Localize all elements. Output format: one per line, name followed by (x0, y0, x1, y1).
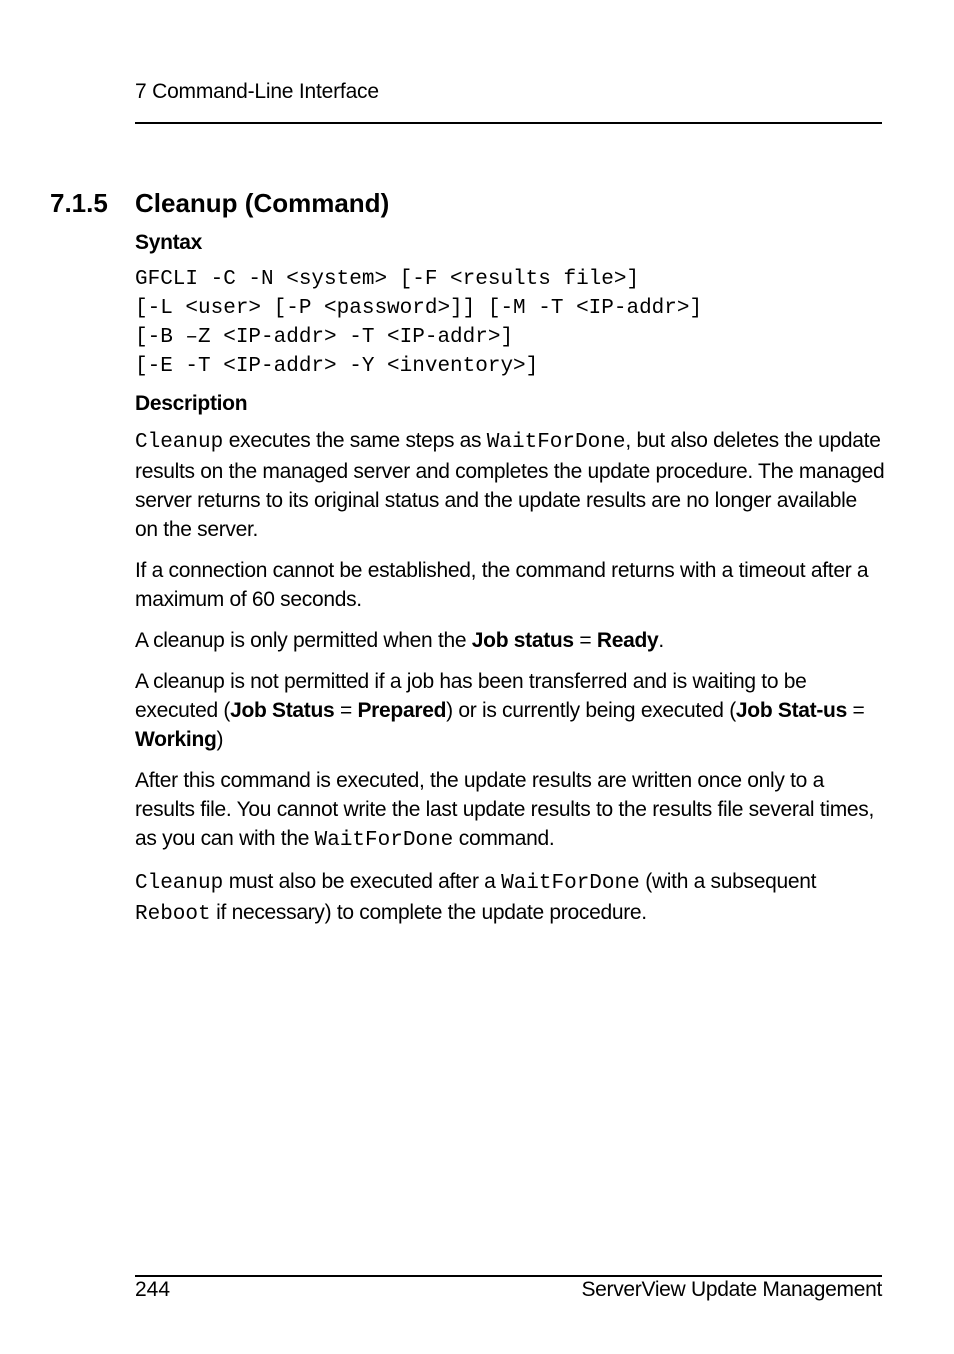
bold-term: Ready (596, 629, 659, 652)
text-run: A cleanup is only permitted when the (135, 629, 472, 652)
text-run: , but also deletes the update results on the managed server and completes the update procedure. The managed server returns to its original status and the update results are no longer available on the server. (135, 429, 885, 541)
syntax-line: GFCLI -C -N <system> [-F <results file>] (135, 268, 640, 291)
page-number: 244 (135, 1278, 171, 1301)
header-divider (135, 122, 882, 124)
section-heading (50, 188, 389, 219)
text-run: ) (216, 728, 224, 751)
footer-title: ServerView Update Management (581, 1278, 882, 1301)
section-number: 7.1.5 (50, 188, 108, 218)
text-run: = (846, 699, 865, 722)
bold-term: Working (135, 728, 217, 751)
text-run: = (334, 699, 358, 722)
description-paragraph-4 (135, 667, 885, 754)
description-paragraph-2: If a connection cannot be established, the command returns with a timeout after a maximum of 60 seconds. (135, 559, 869, 611)
inline-code: WaitForDone (486, 431, 626, 454)
syntax-line: [-E -T <IP-addr> -Y <inventory>] (135, 355, 539, 378)
text-run: command. (453, 827, 555, 850)
description-paragraph-5 (135, 766, 885, 855)
text-run: = (573, 629, 597, 652)
text-run: if necessary) to complete the update procedure. (210, 901, 647, 924)
syntax-line: [-L <user> [-P <password>]] [-M -T <IP-addr>] (135, 297, 703, 320)
inline-code: WaitForDone (314, 829, 454, 852)
inline-code: Reboot (135, 903, 211, 926)
description-heading: Description (135, 392, 248, 415)
bold-term: Job Stat-us (735, 699, 847, 722)
text-run: executes the same steps as (223, 429, 487, 452)
footer-divider (135, 1275, 882, 1277)
bold-term: Prepared (357, 699, 447, 722)
running-header: 7 Command-Line Interface (135, 80, 379, 103)
description-paragraph-1 (135, 426, 885, 544)
inline-code: WaitForDone (501, 872, 640, 895)
main-content (135, 230, 885, 941)
text-run: A cleanup is not permitted if a job has been transferred and is waiting to be executed ( (135, 670, 807, 722)
section-title: Cleanup (Command) (135, 188, 390, 218)
text-run: must also be executed after a (223, 870, 502, 893)
text-run: After this command is executed, the update results are written once only to a results file. You cannot write the last update results to the results file several times, as you can with the (135, 769, 875, 850)
text-run: (with a subsequent (639, 870, 817, 893)
syntax-line: [-B –Z <IP-addr> -T <IP-addr>] (135, 326, 514, 349)
text-run: . (658, 629, 664, 652)
syntax-block (135, 265, 885, 381)
bold-term: Job Status (230, 699, 335, 722)
text-run: ) or is currently being executed ( (446, 699, 736, 722)
syntax-heading: Syntax (135, 231, 203, 254)
inline-code: Cleanup (135, 431, 224, 454)
description-paragraph-3 (135, 626, 885, 655)
description-paragraph-6 (135, 867, 885, 929)
inline-code: Cleanup (135, 872, 224, 895)
bold-term: Job status (471, 629, 574, 652)
